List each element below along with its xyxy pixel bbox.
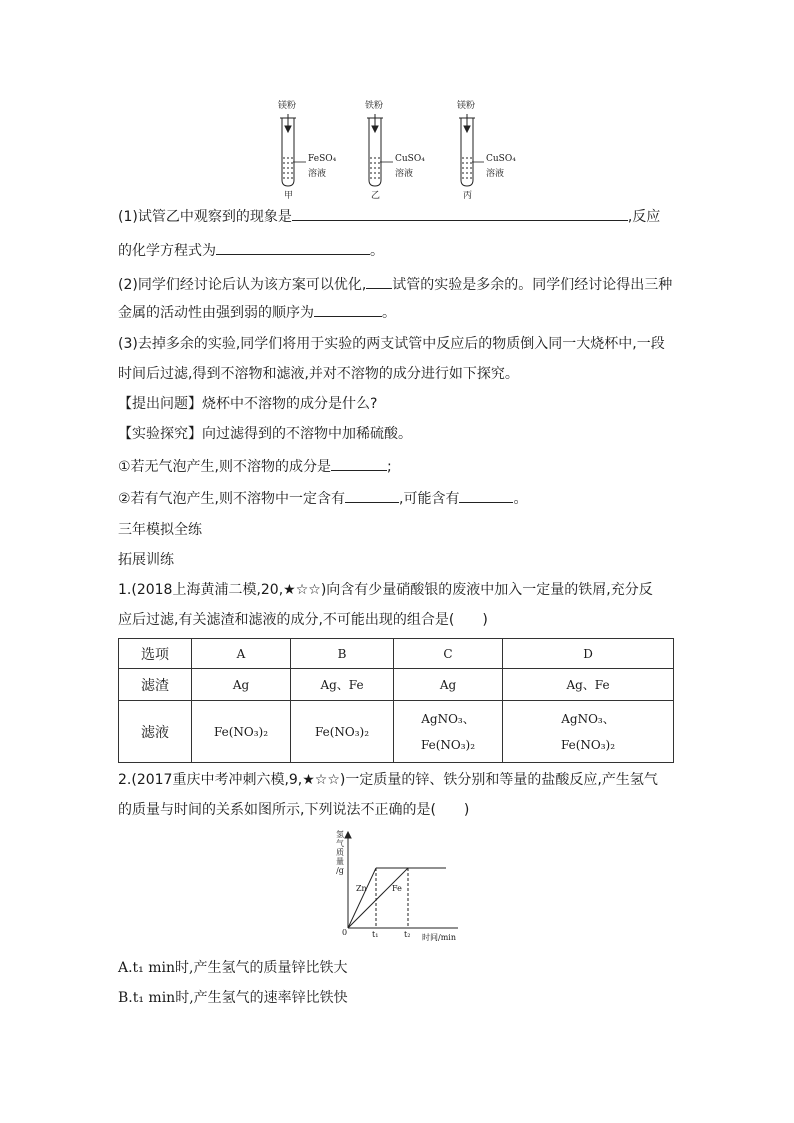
cell-line: Fe(NO₃)₂: [560, 737, 616, 752]
q3-item1-blank: [331, 456, 387, 471]
tube3-solution-line1: CuSO₄: [486, 154, 516, 164]
tube1-solution-line1: FeSO₄: [308, 154, 337, 164]
ylabel-char: 量: [336, 857, 344, 866]
t2-label: t₂: [404, 930, 411, 939]
q1-line2-end: 。: [370, 243, 384, 259]
table-header-row: [119, 639, 674, 669]
q3-item2-b: ,可能含有: [399, 491, 460, 507]
ylabel-char: 氢: [336, 830, 344, 839]
q3-item2-end: 。: [513, 491, 528, 507]
tube3-top-label: 镁粉: [457, 101, 476, 111]
table-row: [119, 701, 674, 763]
tube3-name: 丙: [463, 191, 473, 201]
q2-line1-b: 试管的实验是多余的。同学们经讨论得出三种: [392, 277, 673, 293]
row-label: 滤液: [119, 701, 192, 763]
q3-item1-text: ①若无气泡产生,则不溶物的成分是: [118, 459, 332, 475]
table-cell: [503, 701, 674, 763]
q3-item1-end: ;: [387, 459, 392, 475]
ylabel-char: 质: [336, 848, 344, 857]
p2-line1: 2.(2017重庆中考冲刺六模,9,★☆☆)一定质量的锌、铁分别和等量的盐酸反应,产生氢气: [118, 772, 658, 788]
q3-item2-a: ②若有气泡产生,则不溶物中一定含有: [118, 491, 346, 507]
p2-option-b: B.t₁ min时,产生氢气的速率锌比铁快: [118, 990, 348, 1006]
q2-line2-end: 。: [382, 305, 396, 321]
table-header-cell: A: [192, 639, 291, 669]
q2-line1-a: (2)同学们经讨论后认为该方案可以优化,: [118, 277, 367, 293]
q3-item2: [118, 488, 527, 509]
row-label: 滤渣: [119, 669, 192, 701]
t1-label: t₁: [372, 930, 379, 939]
ylabel-char: 气: [336, 839, 344, 848]
origin-label: 0: [342, 928, 348, 937]
q2-blank2: [314, 302, 382, 317]
tube1-name: 甲: [284, 191, 294, 201]
subsection-title: 拓展训练: [118, 552, 174, 568]
table-header-cell: B: [291, 639, 394, 669]
cell-line: AgNO₃、: [421, 711, 475, 726]
q1-line1-end: ,反应: [627, 209, 661, 225]
test-tubes-figure: [270, 96, 520, 200]
q3-explore: 【实验探究】向过滤得到的不溶物中加稀硫酸。: [118, 426, 412, 442]
q1-line1: [118, 206, 660, 227]
q3-question: 【提出问题】烧杯中不溶物的成分是什么?: [118, 396, 378, 412]
fe-label: Fe: [392, 884, 402, 893]
q1-line2: [118, 240, 384, 261]
table-row: [119, 669, 674, 701]
table-cell: Ag、Fe: [503, 669, 674, 701]
tube1-solution-line2: 溶液: [308, 169, 327, 179]
ylabel-char: /g: [336, 866, 344, 875]
table-cell: [394, 701, 503, 763]
p2-line2: 的质量与时间的关系如图所示,下列说法不正确的是( ): [118, 802, 470, 818]
q3-item2-blank1: [345, 488, 399, 503]
hydrogen-time-graph: [334, 830, 464, 945]
x-axis-label: 时间/min: [422, 933, 456, 942]
tube2-name: 乙: [371, 191, 381, 201]
cell-line: AgNO₃、: [561, 711, 615, 726]
table-cell: Ag、Fe: [291, 669, 394, 701]
test-tubes-diagram: [270, 96, 520, 200]
fe-line: [348, 868, 408, 928]
zn-label: Zn: [356, 884, 367, 893]
graph-ylabel: [334, 830, 346, 875]
table-cell: Fe(NO₃)₂: [291, 701, 394, 763]
table-cell: Fe(NO₃)₂: [192, 701, 291, 763]
q1-line2-text: 的化学方程式为: [118, 243, 216, 259]
p1-line2: 应后过滤,有关滤渣和滤液的成分,不可能出现的组合是( ): [118, 612, 488, 628]
q3-item2-blank2: [459, 488, 513, 503]
tube1-top-label: 镁粉: [278, 101, 297, 111]
options-table: [118, 638, 674, 763]
q2-blank1: [366, 274, 392, 289]
table-cell: Ag: [192, 669, 291, 701]
p1-line1: 1.(2018上海黄浦二模,20,★☆☆)向含有少量硝酸银的废液中加入一定量的铁屑,充分反: [118, 582, 653, 598]
tube3-solution-line2: 溶液: [486, 169, 505, 179]
section-title: 三年模拟全练: [118, 522, 202, 538]
tube2-solution-line2: 溶液: [395, 169, 414, 179]
q3-item1: [118, 456, 392, 477]
table-cell: Ag: [394, 669, 503, 701]
q1-blank2: [216, 240, 370, 255]
tube2-solution-line1: CuSO₄: [395, 154, 425, 164]
q3-line1: (3)去掉多余的实验,同学们将用于实验的两支试管中反应后的物质倒入同一大烧杯中,一段: [118, 336, 665, 352]
q3-line2: 时间后过滤,得到不溶物和滤液,并对不溶物的成分进行如下探究。: [118, 366, 519, 382]
table-header-cell: 选项: [119, 639, 192, 669]
cell-line: Fe(NO₃)₂: [420, 737, 476, 752]
q2-line1: [118, 274, 672, 295]
q2-line2: [118, 302, 396, 323]
q1-blank1: [292, 206, 628, 221]
zn-line: [348, 868, 376, 928]
q1-line1-text: (1)试管乙中观察到的现象是: [118, 209, 292, 225]
q2-line2-text: 金属的活动性由强到弱的顺序为: [118, 305, 314, 321]
tube2-top-label: 铁粉: [365, 101, 384, 111]
table-header-cell: C: [394, 639, 503, 669]
p2-option-a: A.t₁ min时,产生氢气的质量锌比铁大: [118, 960, 348, 976]
table-header-cell: D: [503, 639, 674, 669]
